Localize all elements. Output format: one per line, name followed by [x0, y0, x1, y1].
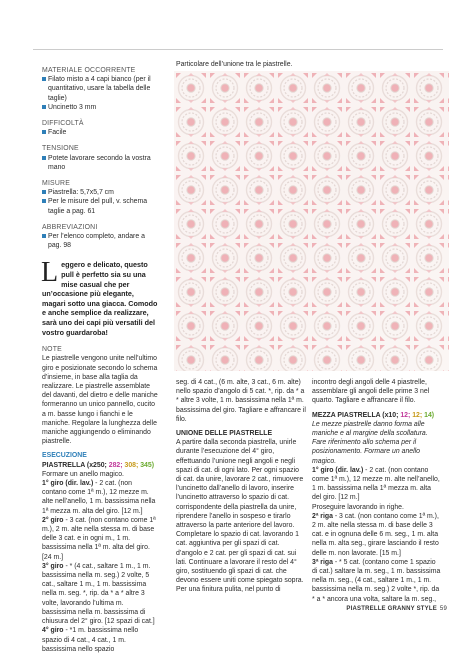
tension-section: [42, 144, 158, 172]
measures-item: Piastrella: 5,7x5,7 cm: [42, 188, 158, 197]
instruction-paragraph: Formare un anello magico.: [42, 470, 124, 478]
joining-text: A partire dalla seconda piastrella, unirle durante l’esecuzione del 4° giro, effettuando l’unione negli angoli e negli spazi di cat. di ogni lato. Per ogni spazio di cat. da unire, lavorare 2 cat., rimuovere l’uncinetto dall’anello di lavoro, inserire l’uncinetto attraverso lo spazio di cat. corrispondente della piastrella da unire, riprendere l’anello in sospeso e tirarlo attraverso la parte anteriore del lavoro. Completare lo spazio di cat. lavorando 1 cat. aggiuntiva per gli spazi di cat. d’angolo e 2 cat. per gli spazi di cat. sui lati. Continuare a lavorare il resto del 4° giro, sostituendo gli spazi di cat. che devono essere uniti come spiegato sopra. Per una finitura pulita, nel punto di: [176, 439, 304, 594]
materials-item: Filato misto a 4 capi bianco (per il quantitativo, usare la tabella delle taglie): [42, 75, 158, 103]
execution-heading: ESECUZIONE: [42, 452, 87, 460]
bullet-square-icon: [42, 130, 46, 134]
materials-heading: MATERIALE OCCORRENTE: [42, 67, 136, 74]
half-round-1: 1° giro (dir. lav.) - 2 cat. (non contano come 1ª m.), 12 mezze m. alte nell’anello, 1 m. bassissima nella 1ª mezza m. alta del giro. [12 m.]: [312, 466, 440, 502]
bullet-square-icon: [42, 105, 46, 109]
half-tile-note: Le mezze piastrelle danno forma alle maniche e al margine della scollatura. Fare riferimento allo schema per il posizionamento. Formare un anello magico.: [312, 420, 428, 465]
bullet-square-icon: [42, 199, 46, 203]
crochet-lace-image: [174, 71, 449, 371]
measures-section: [42, 179, 158, 216]
abbreviations-item: Per l’elenco completo, andare a pag. 98: [42, 232, 158, 250]
bullet-square-icon: [42, 156, 46, 160]
bullet-square-icon: [42, 77, 46, 81]
tension-item: Potete lavorare secondo la vostra mano: [42, 154, 158, 172]
difficulty-section: [42, 119, 158, 137]
round-4-continued: seg. di 4 cat., (6 m. alte, 3 cat., 6 m. alte) nello spazio d’angolo di 5 cat. *, rip. da * a * altre 3 volte, 1 m. bassissima nella 1ª m. bassissima del giro. Tagliare e affrancare il filo.: [176, 379, 306, 423]
materials-section: [42, 66, 158, 112]
difficulty-heading: DIFFICOLTÀ: [42, 120, 84, 128]
drop-cap: L: [41, 257, 59, 289]
joining-continued: incontro degli angoli delle 4 piastrelle, assemblare gli angoli delle prime 3 nel quarto. Tagliare e affrancare il filo.: [312, 379, 430, 405]
photo-caption: Particolare dell’unione tra le piastrelle.: [176, 61, 293, 68]
abbreviations-section: [42, 223, 158, 251]
difficulty-item: Facile: [42, 128, 158, 137]
notes-heading: NOTE: [42, 346, 62, 354]
bullet-square-icon: [42, 190, 46, 194]
notes-text: Le piastrelle vengono unite nell’ultimo giro e posizionate secondo lo schema d’insieme, in base alla taglia da realizzare. Le piastrelle assemblate del davanti, del dietro e delle maniche formeranno un unico pannello, cucito a m. basse lungo i fianchi e le maniche. Regolare la lunghezza delle maniche aggiungendo o eliminando piastrelle.: [42, 355, 158, 446]
tension-heading: TENSIONE: [42, 145, 79, 153]
column-middle: [176, 378, 306, 595]
joining-heading: UNIONE DELLE PIASTRELLE: [176, 430, 273, 438]
round-2: 2° giro - 3 cat. (non contano come 1ª m.), 2 m. alte nella stessa m. di base delle 3 cat. e in ogni m., 1 m. bassissima nella 1ª m. alta del giro. [24 m.]: [42, 516, 156, 561]
abbreviations-heading: ABBREVIAZIONI: [42, 223, 98, 231]
intro-paragraph: Leggero e delicato, questo pull è perfetto sia su una mise casual che per un’occasione più elegante, magari sotto una giacca. Comodo e anche semplice da realizzare, sarà uno dei capi più versatili del vostro guardaroba!: [41, 257, 158, 337]
bullet-square-icon: [42, 234, 46, 238]
half-row-3: 3ª riga - * 5 cat. (contano come 1 spazio di cat.) saltare la m. seg., 1 m. bassissima nella m. seg., (4 cat., saltare 1 m., 1 m. bassissima nella m. seg.) 2 volte *, rip. da * a * ancora una volta, saltare la m. seg.,: [312, 558, 441, 603]
round-4: 4° giro - *1 m. bassissima nello spazio di 4 cat., 4 cat., 1 m. bassissima nello spazio: [42, 627, 139, 653]
materials-item: Uncinetto 3 mm: [42, 103, 158, 112]
column-right: [312, 378, 442, 604]
page-footer: [346, 606, 447, 612]
footer-title: PIASTRELLE GRANNY STYLE: [346, 606, 437, 612]
half-row-2: 2ª riga - 3 cat. (non contano come 1ª m.), 2 m. alte nella stessa m. di base delle 3 cat. e in ognuna delle 6 m. seg., 1 m. alta nella m. alta seg., girare lasciando il resto delle m. non lavorate. [15 m.]: [312, 512, 439, 557]
measures-heading: MISURE: [42, 180, 70, 188]
round-1: 1° giro (dir. lav.) - 2 cat. (non contano come 1ª m.), 12 mezze m. alte nell’anello, 1 m. bassissima nella 1ª mezza m. alta del giro. [12 m.]: [42, 480, 156, 515]
crochet-photo: [174, 71, 449, 371]
page-number: 59: [439, 606, 447, 612]
round-3: 3° giro - * (4 cat., saltare 1 m., 1 m. bassissima nella m. seg.) 2 volte, 5 cat., saltare 1 m., 1 m. bassissima nella m. seg. *, rip. da * a * altre 3 volte, lavorando l’ultima m. bassissima nella m. bassissima di chiusura del 2° giro. [12 spazi di cat.]: [42, 562, 155, 626]
notes-section: [42, 345, 158, 654]
tile-heading: PIASTRELLA (x250; 282; 308; 345): [42, 461, 154, 469]
top-rule: [33, 49, 443, 50]
sidebar: [42, 66, 158, 654]
measures-item: Per le misure del pull, v. schema taglie a pag. 61: [42, 197, 158, 215]
half-tile-heading: MEZZA PIASTRELLA (x10; 12; 12; 14): [312, 411, 435, 419]
rows-paragraph: Proseguire lavorando in righe.: [312, 503, 404, 511]
